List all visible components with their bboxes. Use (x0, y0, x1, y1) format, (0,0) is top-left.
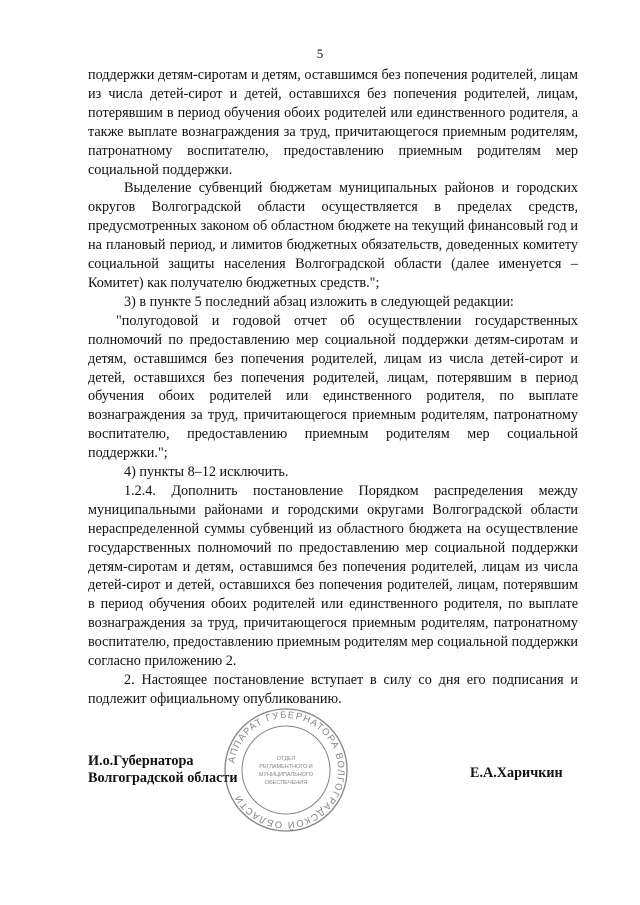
paragraph-item-4: 4) пункты 8–12 исключить. (124, 464, 289, 481)
svg-text:МУНИЦИПАЛЬНОГО: МУНИЦИПАЛЬНОГО (258, 772, 314, 778)
svg-text:ОТДЕЛ: ОТДЕЛ (276, 756, 296, 762)
paragraph-effective-date: 2. Настоящее постановление вступает в силу со дня его подписания и подлежит официальному опубликованию. (88, 672, 578, 707)
svg-text:РЕГЛАМЕНТНОГО И: РЕГЛАМЕНТНОГО И (259, 764, 313, 770)
document-body (88, 66, 578, 709)
paragraph-1-2-4: 1.2.4. Дополнить постановление Порядком распределения между муниципальными районами и городскими округами Волгоградской области нераспределенной суммы субвенций из областного бюджета на осуществление государственных полномочий по предоставлению мер социальной поддержки детям-сиротам и детям, оставшимся без попечения родителей, лицам из числа детей-сирот и детей, оставшихся без попечения родителей, лицам, потерявшим в период обучения обоих родителей или единственного родителя, по выплате вознаграждения за труд, причитающегося приемным родителям, патронатному воспитателю, предоставлению приемным родителям мер социальной поддержки согласно приложению 2. (88, 482, 578, 670)
signatory-position (88, 753, 238, 787)
signatory-position-line1: И.о.Губернатора (88, 753, 194, 769)
page-number: 5 (316, 46, 324, 61)
paragraph-quoted-report: "полугодовой и годовой отчет об осуществлении государственных полномочий по предоставлению мер социальной поддержки детям-сиротам и детям, оставшимся без попечения родителей, лицам из числа детей-сирот и детей, оставшихся без попечения родителей, лицам, потерявшим в период обучения обоих родителей или единственного родителя, по выплате вознаграждения за труд, причитающегося приемным родителям, патронатному воспитателю, предоставлению приемным родителям мер социальной поддержки."; (88, 312, 578, 462)
signatory-name: Е.А.Харичкин (470, 765, 563, 781)
svg-text:АППАРАТ ГУБЕРНАТОРА ВОЛГОГРАДС: АППАРАТ ГУБЕРНАТОРА ВОЛГОГРАДСКОЙ ОБЛАСТИ (226, 709, 347, 831)
paragraph-subventions: Выделение субвенций бюджетам муниципальных районов и городских округов Волгоградской области осуществляется в пределах средств, предусмотренных законом об областном бюджете на текущий финансовый год и на плановый период, и лимитов бюджетных обязательств, доведенных комитету социальной защиты населения Волгоградской области (далее именуется – Комитет) как получателю бюджетных средств."; (88, 180, 578, 291)
paragraph-item-3: 3) в пункте 5 последний абзац изложить в следующей редакции: (124, 293, 514, 310)
svg-text:ОБЕСПЕЧЕНИЯ: ОБЕСПЕЧЕНИЯ (264, 780, 308, 786)
official-stamp-seal (222, 706, 350, 834)
signatory-position-line2: Волгоградской области (88, 770, 238, 786)
paragraph-continuation: поддержки детям-сиротам и детям, оставшимся без попечения родителей, лицам из числа детей-сирот и детей, оставшихся без попечения родителей, лицам, потерявшим в период обучения обоих родителей или единственного родителя, а также выплате вознаграждения за труд, причитающегося приемным родителям, патронатному воспитателю, предоставлению приемным родителям мер социальной поддержки. (88, 67, 578, 178)
